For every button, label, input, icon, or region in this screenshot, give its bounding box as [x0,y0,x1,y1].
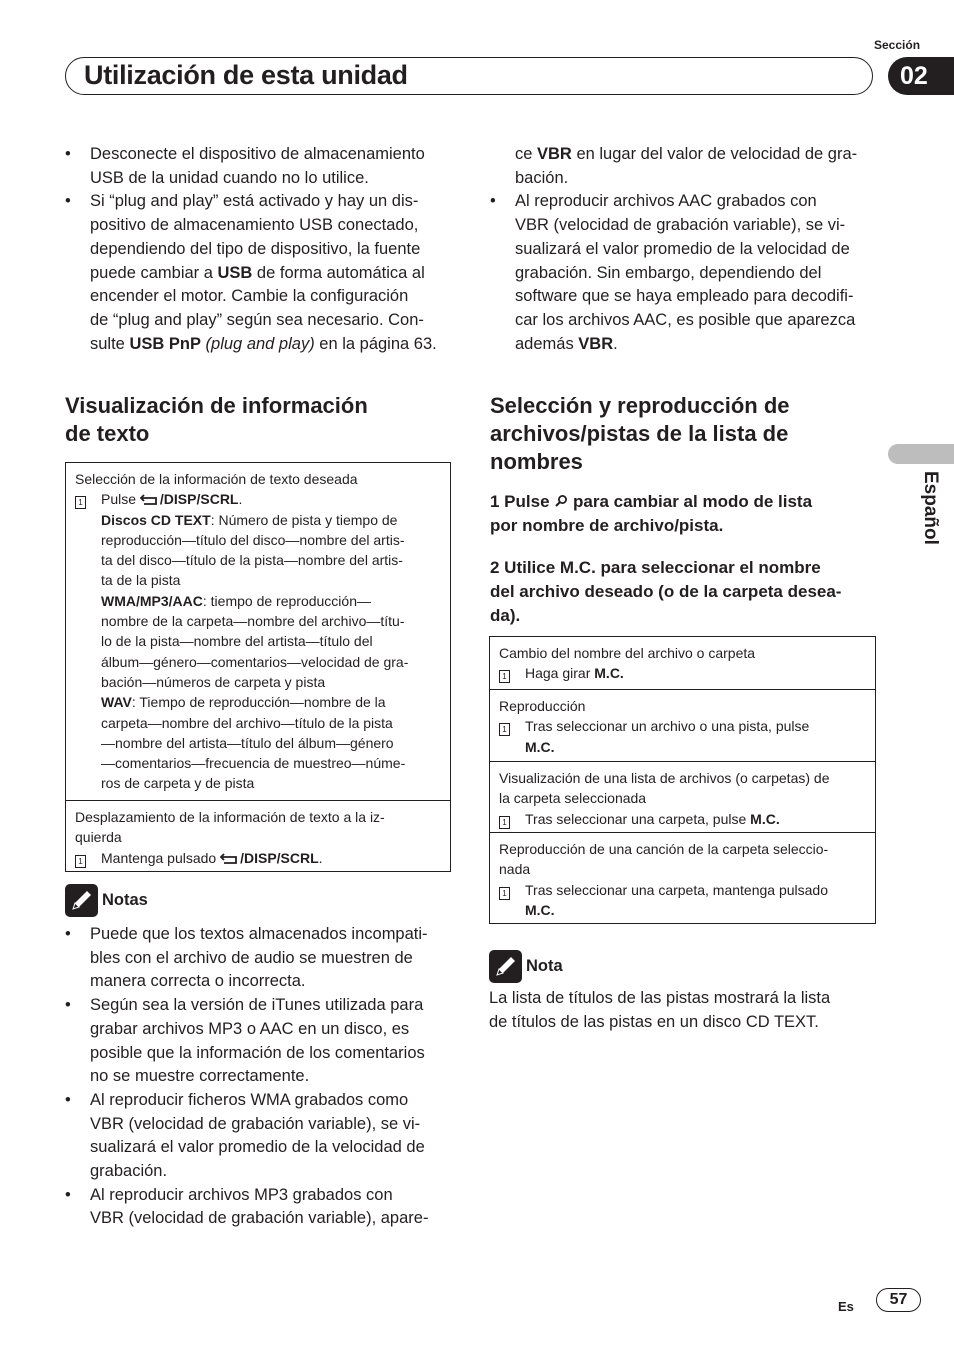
step-2: 2 Utilice M.C. para seleccionar el nombre del archivo deseado (o de la carpeta desea- da). [490,558,842,625]
step-1: 1 Pulse para cambiar al modo de lista por nombre de archivo/pista. [490,492,813,535]
section-heading-text-info: Visualización de información de texto [65,393,368,446]
note-pencil-icon [65,884,98,917]
list-item: • Desconecte el dispositivo de almacenamiento USB de la unidad cuando no lo utilice. [65,143,457,190]
note-pencil-icon [489,950,522,983]
right-column-top: ce VBR en lugar del valor de velocidad de gra- bación. • Al reproducir archivos AAC grabados con VBR (velocidad de grabación variable), se vi- sualizará el valor promedio de la velocidad de grabación. Sin embargo, dependiendo del software que se haya empleado para decodifi- car los archivos AAC, es posible que aparezca además VBR. [490,143,876,356]
list-item: • Al reproducir archivos MP3 grabados con VBR (velocidad de grabación variable), apare- [65,1184,457,1231]
list-item: • Al reproducir ficheros WMA grabados como VBR (velocidad de grabación variable), se vi- sualizará el valor promedio de la velocidad de grabación. [65,1089,457,1184]
page-number: 57 [876,1288,921,1312]
notes-label: Notas [102,890,148,909]
table-cell: Selección de la información de texto deseada 1 Pulse /DISP/SCRL. Discos CD TEXT: Número de pista y tiempo de reproducción—título del disco—nombre del artis- ta del disco—título de la pista—nombre del artis- ta de la pista WMA/MP3/AAC: tiempo de reproducción— nombre de la carpeta—nombre del archivo—títu- lo de la pista—nombre del artista—título del álbum—género—comentarios—velocidad de gra- bación—números de carpeta y pista WAV: Tiempo de reproducción—nombre de la carpeta—nombre del archivo—título de la pista —nombre del artista—título del álbum—género —comentarios—frecuencia de muestreo—núme- ros de carpeta y de pista [66,463,450,801]
list-item: • Según sea la versión de iTunes utilizada para grabar archivos MP3 o AAC en un disco, es posible que la información de los comentarios no se muestre correctamente. [65,994,457,1089]
back-arrow-icon [140,493,160,505]
table-cell: Cambio del nombre del archivo o carpeta 1 Haga girar M.C. [490,637,875,690]
note-label: Nota [526,956,563,975]
text-info-table [65,462,451,872]
left-column-top [65,143,457,356]
name-list-table [489,636,876,924]
table-cell: Visualización de una lista de archivos (o carpetas) de la carpeta seleccionada 1 Tras seleccionar una carpeta, pulse M.C. [490,762,875,833]
table-cell: Desplazamiento de la información de texto a la iz- quierda 1 Mantenga pulsado /DISP/SCRL. [75,809,385,866]
footer-language: Es [838,1299,854,1314]
language-tab-label: Español [920,471,941,545]
table-cell: Reproducción de una canción de la carpeta seleccio- nada 1 Tras seleccionar una carpeta, mantenga pulsado M.C. [499,841,829,918]
search-icon [554,494,568,508]
note-text: La lista de títulos de las pistas mostrará la lista de títulos de las pistas en un disco CD TEXT. [489,989,831,1031]
section-heading-list-by-name: Selección y reproducción de archivos/pistas de la lista de nombres [490,393,790,474]
list-item: • Al reproducir archivos AAC grabados con VBR (velocidad de grabación variable), se vi- sualizará el valor promedio de la velocidad de grabación. Sin embargo, dependiendo del software que se haya empleado para decodifi- car los archivos AAC, es posible que aparezca además VBR. [490,190,876,356]
left-heading-block [65,392,457,448]
list-item: • Puede que los textos almacenados incompati- bles con el archivo de audio se muestren de manera correcta o incorrecta. [65,923,457,994]
notes-block [65,884,457,1231]
list-item: • Si “plug and play” está activado y hay un dis- positivo de almacenamiento USB conectado, dependiendo del tipo de dispositivo, la fuente puede cambiar a USB de forma automática al encender el motor. Cambie la configuración de “plug and play” según sea necesario. Con- sulte USB PnP (plug and play) en la página 63. [65,190,457,356]
language-tab-marker [888,444,954,464]
back-arrow-icon [220,852,240,864]
right-note-block [489,950,879,1034]
page-title: Utilización de esta unidad [84,60,408,90]
section-label: Sección [874,38,921,52]
section-number-badge: 02 [888,57,954,95]
right-heading-block [490,392,880,628]
table-cell: Reproducción 1 Tras seleccionar un archivo o una pista, pulse M.C. [490,690,875,762]
